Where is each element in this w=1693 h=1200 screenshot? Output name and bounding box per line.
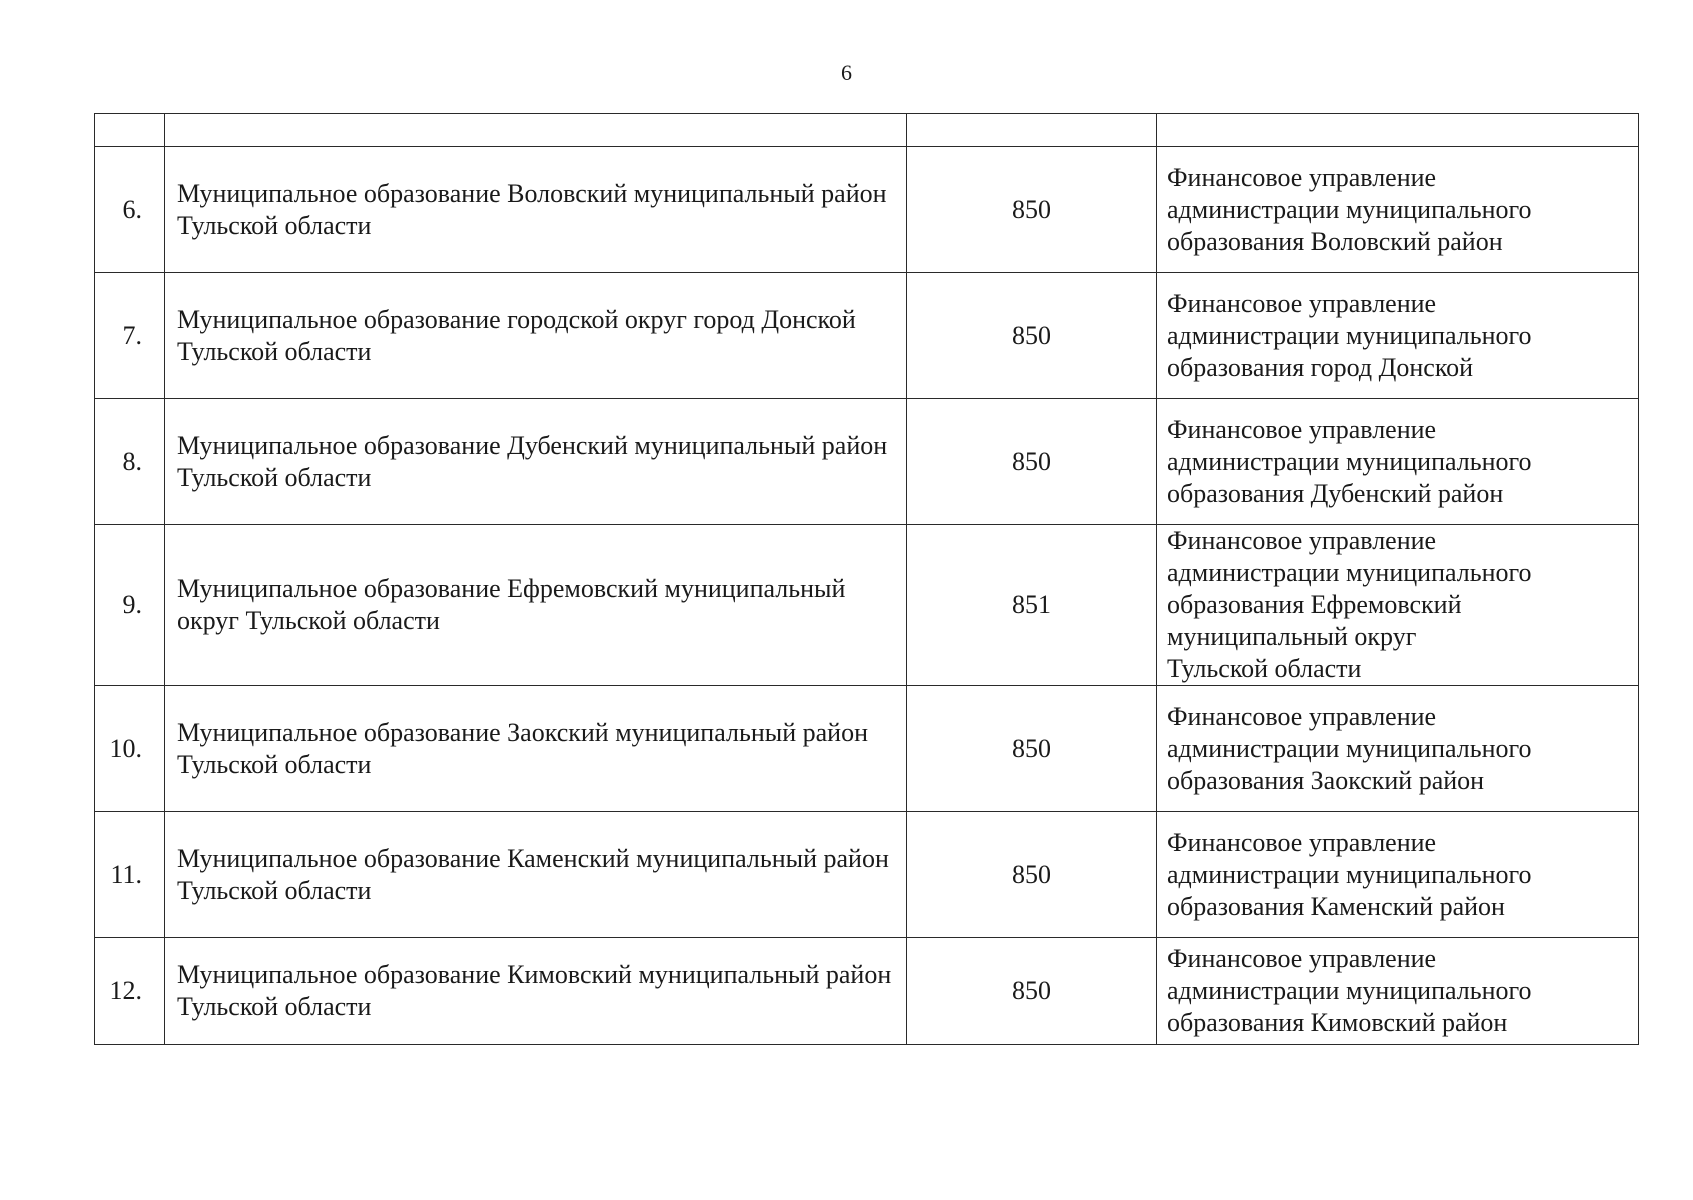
row-number: 6. [95,147,165,273]
administrator-cell [1157,147,1639,273]
header-cell-name [165,114,907,147]
administrator-line: образования Дубенский район [1167,478,1504,508]
row-number: 10. [95,686,165,812]
administrator-line: администрации муниципального [1167,859,1532,889]
administrator-line: образования Кимовский район [1167,1008,1508,1037]
table-row [95,812,1639,938]
budget-code: 850 [907,147,1157,273]
administrator-line: образования Каменский район [1167,891,1505,921]
administrator-line: администрации муниципального [1167,320,1532,350]
table-row [95,525,1639,686]
budget-code: 850 [907,273,1157,399]
municipality-name: Муниципальное образование Дубенский муниципальный район Тульской области [165,399,907,525]
administrator-line: администрации муниципального [1167,733,1532,763]
administrator-line: Финансовое управление [1167,944,1437,973]
administrator-cell [1157,525,1639,686]
table-row [95,147,1639,273]
row-number: 11. [95,812,165,938]
administrator-line: Финансовое управление [1167,701,1437,731]
table-header-row [95,114,1639,147]
budget-code: 850 [907,938,1157,1045]
administrator-line: Тульской области [1167,654,1362,683]
budget-code: 850 [907,399,1157,525]
header-cell-code [907,114,1157,147]
municipality-name: Муниципальное образование Кимовский муниципальный район Тульской области [165,938,907,1045]
page-number: 6 [841,60,852,85]
administrator-line: администрации муниципального [1167,194,1532,224]
municipal-table [94,113,1639,1045]
budget-code: 850 [907,812,1157,938]
budget-code: 851 [907,525,1157,686]
header-cell-num [95,114,165,147]
row-number: 9. [95,525,165,686]
administrator-line: Финансовое управление [1167,162,1437,192]
table-row [95,938,1639,1045]
row-number: 8. [95,399,165,525]
municipality-name: Муниципальное образование Ефремовский муниципальный округ Тульской области [165,525,907,686]
administrator-cell [1157,399,1639,525]
administrator-line: образования Ефремовский [1167,590,1462,619]
administrator-line: образования город Донской [1167,352,1474,382]
administrator-line: образования Заокский район [1167,765,1485,795]
administrator-line: администрации муниципального [1167,446,1532,476]
administrator-line: образования Воловский район [1167,226,1503,256]
administrator-line: администрации муниципального [1167,558,1532,587]
municipality-name: Муниципальное образование городской округ город Донской Тульской области [165,273,907,399]
budget-code: 850 [907,686,1157,812]
administrator-cell [1157,938,1639,1045]
administrator-line: муниципальный округ [1167,622,1417,651]
municipality-name: Муниципальное образование Каменский муниципальный район Тульской области [165,812,907,938]
administrator-cell [1157,686,1639,812]
administrator-line: Финансовое управление [1167,827,1437,857]
row-number: 7. [95,273,165,399]
administrator-line: администрации муниципального [1167,976,1532,1005]
table-row [95,399,1639,525]
row-number: 12. [95,938,165,1045]
table-row [95,273,1639,399]
table-row [95,686,1639,812]
municipality-name: Муниципальное образование Воловский муниципальный район Тульской области [165,147,907,273]
table-body [95,114,1639,1045]
administrator-line: Финансовое управление [1167,288,1437,318]
administrator-cell [1157,812,1639,938]
administrator-line: Финансовое управление [1167,526,1437,555]
administrator-cell [1157,273,1639,399]
administrator-line: Финансовое управление [1167,414,1437,444]
municipality-name: Муниципальное образование Заокский муниципальный район Тульской области [165,686,907,812]
header-cell-admin [1157,114,1639,147]
